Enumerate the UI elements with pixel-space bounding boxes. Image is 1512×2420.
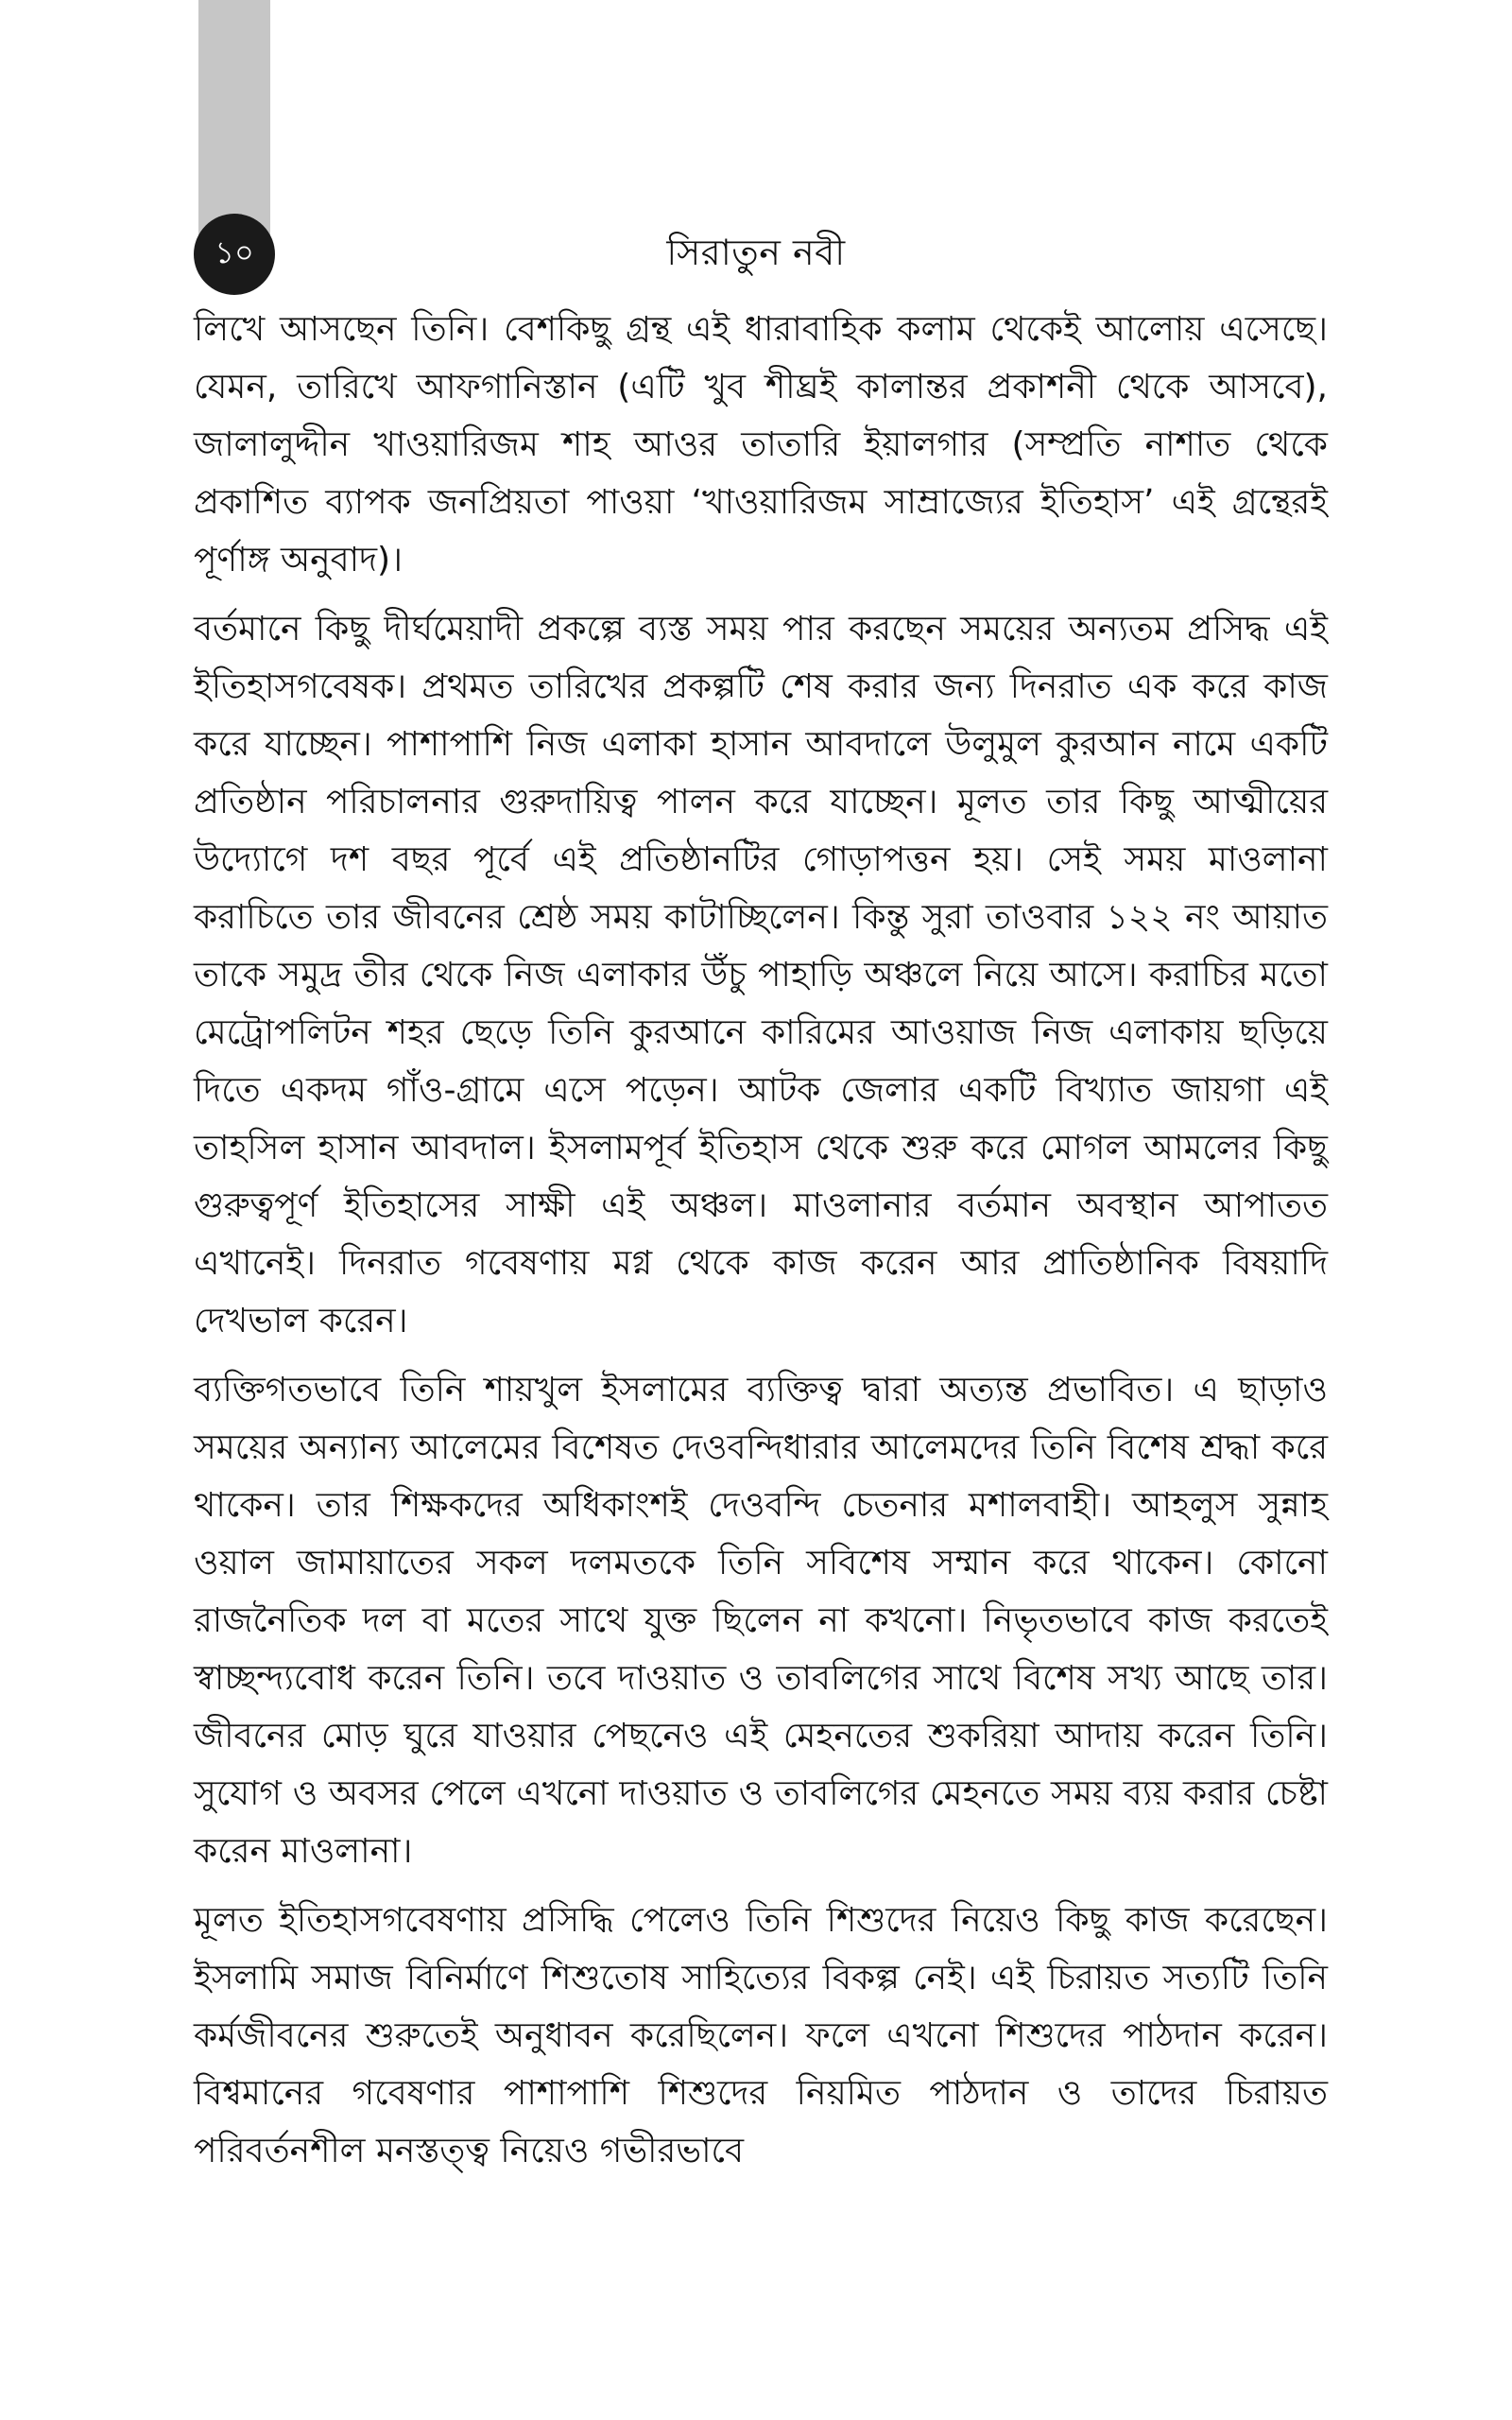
page-edge-tab — [198, 0, 270, 236]
paragraph-3: ব্যক্তিগতভাবে তিনি শায়খুল ইসলামের ব্যক্তিত্ব দ্বারা অত্যন্ত প্রভাবিত। এ ছাড়াও সময়ের অন্যান্য আলেমের বিশেষত দেওবন্দিধারার আলেমদের তিনি বিশেষ শ্রদ্ধা করে থাকেন। তার শিক্ষকদের অধিকাংশই দেওবন্দি চেতনার মশালবাহী। আহলুস সুন্নাহ ওয়াল জামায়াতের সকল দলমতকে তিনি সবিশেষ সম্মান করে থাকেন। কোনো রাজনৈতিক দল বা মতের সাথে যুক্ত ছিলেন না কখনো। নিভৃতভাবে কাজ করতেই স্বাচ্ছন্দ্যবোধ করেন তিনি। তবে দাওয়াত ও তাবলিগের সাথে বিশেষ সখ্য আছে তার। জীবনের মোড় ঘুরে যাওয়ার পেছনেও এই মেহনতের শুকরিয়া আদায় করেন তিনি। সুযোগ ও অবসর পেলে এখনো দাওয়াত ও তাবলিগের মেহনতে সময় ব্যয় করার চেষ্টা করেন মাওলানা। — [194, 1371, 1328, 1871]
paragraph-2: বর্তমানে কিছু দীর্ঘমেয়াদী প্রকল্পে ব্যস্ত সময় পার করছেন সময়ের অন্যতম প্রসিদ্ধ এই ইতিহাসগবেষক। প্রথমত তারিখের প্রকল্পটি শেষ করার জন্য দিনরাত এক করে কাজ করে যাচ্ছেন। পাশাপাশি নিজ এলাকা হাসান আবদালে উলুমুল কুরআন নামে একটি প্রতিষ্ঠান পরিচালনার গুরুদায়িত্ব পালন করে যাচ্ছেন। মূলত তার কিছু আত্মীয়ের উদ্যোগে দশ বছর পূর্বে এই প্রতিষ্ঠানটির গোড়াপত্তন হয়। সেই সময় মাওলানা করাচিতে তার জীবনের শ্রেষ্ঠ সময় কাটাচ্ছিলেন। কিন্তু সুরা তাওবার ১২২ নং আয়াত তাকে সমুদ্র তীর থেকে নিজ এলাকার উঁচু পাহাড়ি অঞ্চলে নিয়ে আসে। করাচির মতো মেট্রোপলিটন শহর ছেড়ে তিনি কুরআনে কারিমের আওয়াজ নিজ এলাকায় ছড়িয়ে দিতে একদম গাঁও-গ্রামে এসে পড়েন। আটক জেলার একটি বিখ্যাত জায়গা এই তাহসিল হাসান আবদাল। ইসলামপূর্ব ইতিহাস থেকে শুরু করে মোগল আমলের কিছু গুরুত্বপূর্ণ ইতিহাসের সাক্ষী এই অঞ্চল। মাওলানার বর্তমান অবস্থান আপাতত এখানেই। দিনরাত গবেষণায় মগ্ন থেকে কাজ করেন আর প্রাতিষ্ঠানিক বিষয়াদি দেখভাল করেন। — [194, 610, 1328, 1340]
running-title: সিরাতুন নবী — [666, 232, 846, 273]
paragraph-1: লিখে আসছেন তিনি। বেশকিছু গ্রন্থ এই ধারাবাহিক কলাম থেকেই আলোয় এসেছে। যেমন, তারিখে আফগানিস্তান (এটি খুব শীঘ্রই কালান্তর প্রকাশনী থেকে আসবে), জালালুদ্দীন খাওয়ারিজম শাহ আওর তাতারি ইয়ালগার (সম্প্রতি নাশাত থেকে প্রকাশিত ব্যাপক জনপ্রিয়তা পাওয়া ‘খাওয়ারিজম সাম্রাজ্যের ইতিহাস’ এই গ্রন্থেরই পূর্ণাঙ্গ অনুবাদ)। — [194, 310, 1328, 579]
paragraph-4: মূলত ইতিহাসগবেষণায় প্রসিদ্ধি পেলেও তিনি শিশুদের নিয়েও কিছু কাজ করেছেন। ইসলামি সমাজ বিনির্মাণে শিশুতোষ সাহিত্যের বিকল্প নেই। এই চিরায়ত সত্যটি তিনি কর্মজীবনের শুরুতেই অনুধাবন করেছিলেন। ফলে এখনো শিশুদের পাঠদান করেন। বিশ্বমানের গবেষণার পাশাপাশি শিশুদের নিয়মিত পাঠদান ও তাদের চিরায়ত পরিবর্তনশীল মনস্তত্ত্ব নিয়েও গভীরভাবে — [194, 1901, 1328, 2170]
page-number: ১০ — [215, 234, 254, 270]
body-text — [194, 301, 1328, 2191]
